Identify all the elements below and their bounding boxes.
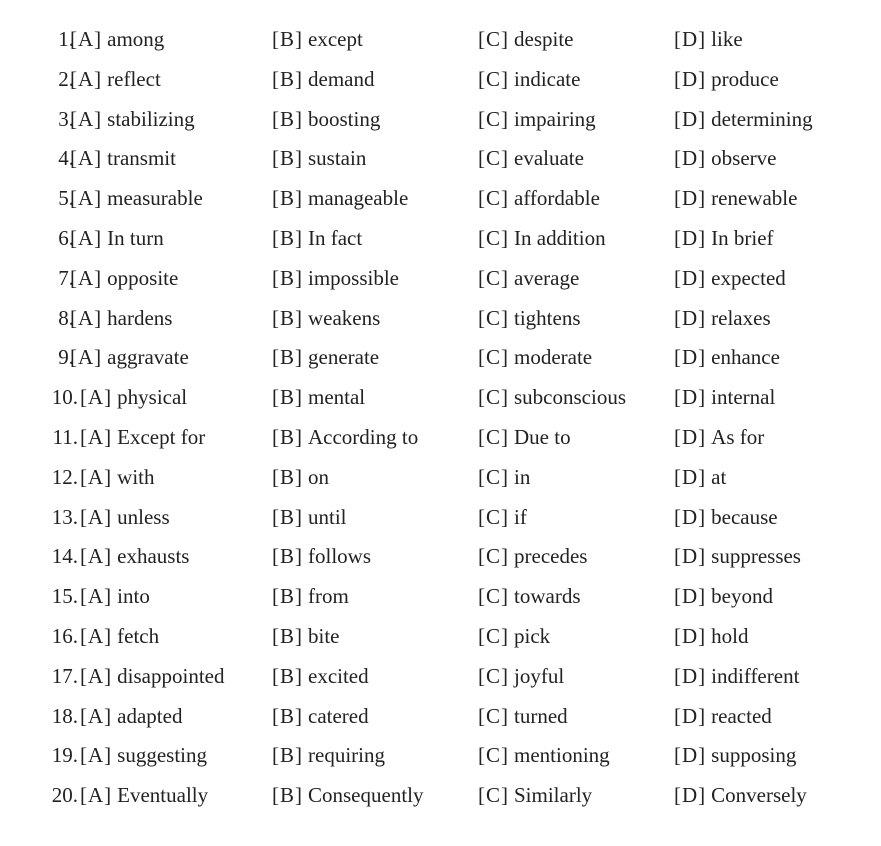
option-letter: [D] <box>674 624 707 648</box>
option-letter: [D] <box>674 544 707 569</box>
question-row <box>0 19 881 59</box>
option-text: generate <box>308 345 380 370</box>
option-b <box>272 19 363 59</box>
option-c <box>478 735 610 775</box>
option-text: except <box>308 27 363 51</box>
option-letter: [C] <box>478 663 509 688</box>
option-text: like <box>711 27 743 51</box>
option-letter: [B] <box>272 305 303 330</box>
question-row <box>0 298 881 338</box>
option-letter: [B] <box>272 425 303 449</box>
question-number: 2. <box>58 66 74 91</box>
option-letter: [A] <box>70 265 103 290</box>
option-letter: [B] <box>272 464 303 489</box>
option-text: among <box>107 27 165 51</box>
option-text: Consequently <box>308 783 424 808</box>
option-b <box>272 775 424 815</box>
option-text: indicate <box>514 66 581 91</box>
option-text: fetch <box>117 624 160 648</box>
option-d <box>674 337 780 377</box>
option-a <box>70 298 172 338</box>
option-d <box>674 138 776 178</box>
option-b <box>272 99 380 139</box>
option-text: suggesting <box>117 743 207 768</box>
option-text: Eventually <box>117 783 209 808</box>
option-text: manageable <box>308 186 409 211</box>
option-letter: [B] <box>272 624 303 648</box>
option-text: indifferent <box>711 663 800 688</box>
option-text: renewable <box>711 186 798 211</box>
option-text: reflect <box>107 66 161 91</box>
question-row <box>0 735 881 775</box>
option-text: Except for <box>117 425 206 449</box>
option-c <box>478 576 581 616</box>
option-text: According to <box>308 425 419 449</box>
option-a <box>80 457 155 497</box>
option-c <box>478 138 584 178</box>
option-letter: [C] <box>478 265 509 290</box>
option-letter: [B] <box>272 544 303 569</box>
option-text: requiring <box>308 743 385 768</box>
question-row <box>0 178 881 218</box>
option-letter: [C] <box>478 504 509 529</box>
option-text: expected <box>711 265 786 290</box>
option-a <box>80 497 170 537</box>
option-letter: [A] <box>80 663 113 688</box>
option-text: determining <box>711 106 813 131</box>
question-number: 15. <box>51 584 78 609</box>
option-d <box>674 218 774 258</box>
option-text: aggravate <box>107 345 189 370</box>
question-number: 19. <box>51 743 78 768</box>
option-c <box>478 99 596 139</box>
option-c <box>478 536 587 576</box>
option-d <box>674 377 775 417</box>
question-number: 20. <box>51 783 78 808</box>
question-number: 5. <box>58 186 74 211</box>
option-b <box>272 457 329 497</box>
option-letter: [A] <box>70 305 103 330</box>
option-b <box>272 59 374 99</box>
option-letter: [A] <box>70 226 103 250</box>
option-letter: [A] <box>80 783 113 808</box>
option-letter: [A] <box>70 106 103 131</box>
option-letter: [B] <box>272 584 303 609</box>
option-text: because <box>711 504 778 529</box>
option-c <box>478 59 580 99</box>
option-letter: [B] <box>272 146 303 171</box>
option-letter: [C] <box>478 226 509 250</box>
option-letter: [A] <box>70 345 103 370</box>
option-text: follows <box>308 544 371 569</box>
option-a <box>70 59 161 99</box>
option-b <box>272 298 380 338</box>
option-text: weakens <box>308 305 381 330</box>
option-b <box>272 138 366 178</box>
option-letter: [C] <box>478 66 509 91</box>
option-b <box>272 536 371 576</box>
option-a <box>80 536 189 576</box>
option-text: impairing <box>514 106 596 131</box>
option-text: In fact <box>308 226 363 250</box>
option-c <box>478 19 573 59</box>
option-letter: [A] <box>80 385 113 410</box>
question-number: 8. <box>58 305 74 330</box>
option-b <box>272 576 349 616</box>
option-d <box>674 298 771 338</box>
option-a <box>80 417 205 457</box>
option-d <box>674 497 778 537</box>
option-text: catered <box>308 703 369 728</box>
option-letter: [D] <box>674 226 707 250</box>
option-c <box>478 218 606 258</box>
option-c <box>478 258 579 298</box>
option-letter: [B] <box>272 783 303 808</box>
option-letter: [C] <box>478 743 509 768</box>
option-b <box>272 696 369 736</box>
option-text: In turn <box>107 226 164 250</box>
option-text: subconscious <box>514 385 626 410</box>
option-letter: [B] <box>272 186 303 211</box>
option-text: if <box>514 504 527 529</box>
option-c <box>478 298 581 338</box>
option-letter: [D] <box>674 385 707 410</box>
question-number: 10. <box>51 385 78 410</box>
option-letter: [C] <box>478 27 509 51</box>
question-row <box>0 59 881 99</box>
option-letter: [D] <box>674 265 707 290</box>
option-letter: [C] <box>478 425 509 449</box>
question-number: 16. <box>51 624 78 648</box>
option-letter: [C] <box>478 146 509 171</box>
option-c <box>478 616 550 656</box>
option-c <box>478 497 527 537</box>
option-letter: [D] <box>674 345 707 370</box>
option-d <box>674 457 726 497</box>
option-a <box>70 99 195 139</box>
question-number: 3. <box>58 106 74 131</box>
question-row <box>0 218 881 258</box>
option-letter: [D] <box>674 743 707 768</box>
option-letter: [C] <box>478 385 509 410</box>
option-letter: [A] <box>70 66 103 91</box>
question-row <box>0 138 881 178</box>
option-text: tightens <box>514 305 581 330</box>
option-letter: [C] <box>478 345 509 370</box>
option-b <box>272 616 340 656</box>
option-letter: [A] <box>80 743 113 768</box>
option-text: transmit <box>107 146 176 171</box>
option-a <box>80 696 182 736</box>
question-row <box>0 696 881 736</box>
option-letter: [A] <box>80 425 113 449</box>
option-b <box>272 735 385 775</box>
option-text: despite <box>514 27 574 51</box>
option-c <box>478 377 626 417</box>
option-letter: [A] <box>70 186 103 211</box>
question-row <box>0 616 881 656</box>
option-text: hold <box>711 624 749 648</box>
option-letter: [B] <box>272 345 303 370</box>
option-text: enhance <box>711 345 780 370</box>
option-text: Conversely <box>711 783 807 808</box>
question-number: 11. <box>52 425 78 449</box>
option-letter: [C] <box>478 106 509 131</box>
option-letter: [D] <box>674 27 707 51</box>
option-text: suppresses <box>711 544 801 569</box>
question-row <box>0 258 881 298</box>
option-d <box>674 258 786 298</box>
option-text: hardens <box>107 305 173 330</box>
option-text: In brief <box>711 226 774 250</box>
option-d <box>674 775 807 815</box>
question-number: 7. <box>58 265 74 290</box>
option-text: pick <box>514 624 551 648</box>
option-a <box>80 377 187 417</box>
option-text: affordable <box>514 186 600 211</box>
option-text: demand <box>308 66 375 91</box>
option-c <box>478 178 600 218</box>
question-row <box>0 377 881 417</box>
option-letter: [C] <box>478 544 509 569</box>
option-text: boosting <box>308 106 381 131</box>
option-text: In addition <box>514 226 606 250</box>
option-a <box>80 576 150 616</box>
option-b <box>272 377 365 417</box>
option-letter: [B] <box>272 385 303 410</box>
option-d <box>674 178 797 218</box>
option-b <box>272 258 399 298</box>
option-text: evaluate <box>514 146 584 171</box>
option-c <box>478 696 568 736</box>
option-letter: [D] <box>674 106 707 131</box>
option-d <box>674 576 773 616</box>
option-text: joyful <box>514 663 565 688</box>
option-letter: [A] <box>70 146 103 171</box>
option-text: stabilizing <box>107 106 195 131</box>
option-c <box>478 417 571 457</box>
option-text: exhausts <box>117 544 190 569</box>
option-c <box>478 656 564 696</box>
option-a <box>70 218 164 258</box>
option-letter: [B] <box>272 265 303 290</box>
question-number: 6. <box>58 226 74 250</box>
option-letter: [A] <box>80 703 113 728</box>
question-row <box>0 775 881 815</box>
option-text: in <box>514 464 531 489</box>
question-row <box>0 497 881 537</box>
option-a <box>70 138 176 178</box>
option-text: internal <box>711 385 776 410</box>
option-letter: [B] <box>272 66 303 91</box>
option-letter: [C] <box>478 703 509 728</box>
option-text: Similarly <box>514 783 593 808</box>
option-text: from <box>308 584 349 609</box>
option-d <box>674 656 799 696</box>
option-b <box>272 337 379 377</box>
question-row <box>0 576 881 616</box>
option-a <box>80 616 159 656</box>
option-d <box>674 417 764 457</box>
question-number: 13. <box>51 504 78 529</box>
option-letter: [B] <box>272 703 303 728</box>
option-letter: [C] <box>478 584 509 609</box>
option-letter: [D] <box>674 464 707 489</box>
option-text: with <box>117 464 155 489</box>
option-letter: [D] <box>674 663 707 688</box>
question-number: 17. <box>51 663 78 688</box>
question-row <box>0 457 881 497</box>
option-b <box>272 656 369 696</box>
option-letter: [C] <box>478 783 509 808</box>
option-text: adapted <box>117 703 183 728</box>
option-a <box>70 178 203 218</box>
option-text: mental <box>308 385 366 410</box>
option-b <box>272 178 408 218</box>
option-text: sustain <box>308 146 367 171</box>
option-text: until <box>308 504 347 529</box>
option-b <box>272 497 347 537</box>
option-d <box>674 59 779 99</box>
option-text: into <box>117 584 150 609</box>
option-letter: [A] <box>80 624 113 648</box>
option-c <box>478 457 530 497</box>
option-text: produce <box>711 66 779 91</box>
option-text: excited <box>308 663 369 688</box>
option-text: opposite <box>107 265 179 290</box>
option-text: supposing <box>711 743 797 768</box>
option-letter: [B] <box>272 106 303 131</box>
option-letter: [A] <box>80 544 113 569</box>
option-a <box>70 258 178 298</box>
option-text: average <box>514 265 580 290</box>
option-text: impossible <box>308 265 400 290</box>
option-text: As for <box>711 425 765 449</box>
option-a <box>70 337 189 377</box>
option-letter: [A] <box>80 464 113 489</box>
option-letter: [B] <box>272 743 303 768</box>
option-a <box>80 656 224 696</box>
option-letter: [B] <box>272 663 303 688</box>
option-letter: [D] <box>674 703 707 728</box>
option-d <box>674 99 813 139</box>
option-text: measurable <box>107 186 203 211</box>
option-letter: [B] <box>272 226 303 250</box>
option-text: turned <box>514 703 568 728</box>
option-text: at <box>711 464 727 489</box>
option-text: unless <box>117 504 170 529</box>
question-number: 4. <box>58 146 74 171</box>
option-letter: [A] <box>70 27 103 51</box>
option-b <box>272 218 362 258</box>
question-row <box>0 536 881 576</box>
option-text: mentioning <box>514 743 610 768</box>
option-letter: [C] <box>478 624 509 648</box>
option-a <box>70 19 164 59</box>
option-letter: [B] <box>272 504 303 529</box>
option-text: bite <box>308 624 340 648</box>
option-text: beyond <box>711 584 773 609</box>
option-d <box>674 735 796 775</box>
option-letter: [A] <box>80 584 113 609</box>
option-a <box>80 775 208 815</box>
option-text: reacted <box>711 703 772 728</box>
question-row <box>0 99 881 139</box>
question-row <box>0 417 881 457</box>
option-text: on <box>308 464 329 489</box>
option-text: towards <box>514 584 581 609</box>
option-letter: [D] <box>674 146 707 171</box>
option-letter: [D] <box>674 783 707 808</box>
option-a <box>80 735 207 775</box>
option-letter: [D] <box>674 66 707 91</box>
option-d <box>674 616 749 656</box>
option-text: precedes <box>514 544 588 569</box>
option-letter: [C] <box>478 305 509 330</box>
question-number: 1. <box>58 27 74 51</box>
option-letter: [D] <box>674 584 707 609</box>
option-d <box>674 696 772 736</box>
option-c <box>478 775 592 815</box>
question-number: 18. <box>51 703 78 728</box>
option-text: relaxes <box>711 305 771 330</box>
option-d <box>674 536 801 576</box>
option-letter: [D] <box>674 425 707 449</box>
question-number: 9. <box>58 345 74 370</box>
option-text: moderate <box>514 345 593 370</box>
option-letter: [D] <box>674 305 707 330</box>
option-c <box>478 337 592 377</box>
option-b <box>272 417 418 457</box>
option-text: physical <box>117 385 188 410</box>
option-text: disappointed <box>117 663 225 688</box>
question-number: 12. <box>51 464 78 489</box>
option-letter: [D] <box>674 186 707 211</box>
option-letter: [B] <box>272 27 303 51</box>
question-row <box>0 656 881 696</box>
option-letter: [C] <box>478 464 509 489</box>
option-d <box>674 19 743 59</box>
option-letter: [C] <box>478 186 509 211</box>
question-row <box>0 337 881 377</box>
option-letter: [D] <box>674 504 707 529</box>
option-letter: [A] <box>80 504 113 529</box>
option-text: Due to <box>514 425 571 449</box>
option-text: observe <box>711 146 777 171</box>
question-number: 14. <box>51 544 78 569</box>
